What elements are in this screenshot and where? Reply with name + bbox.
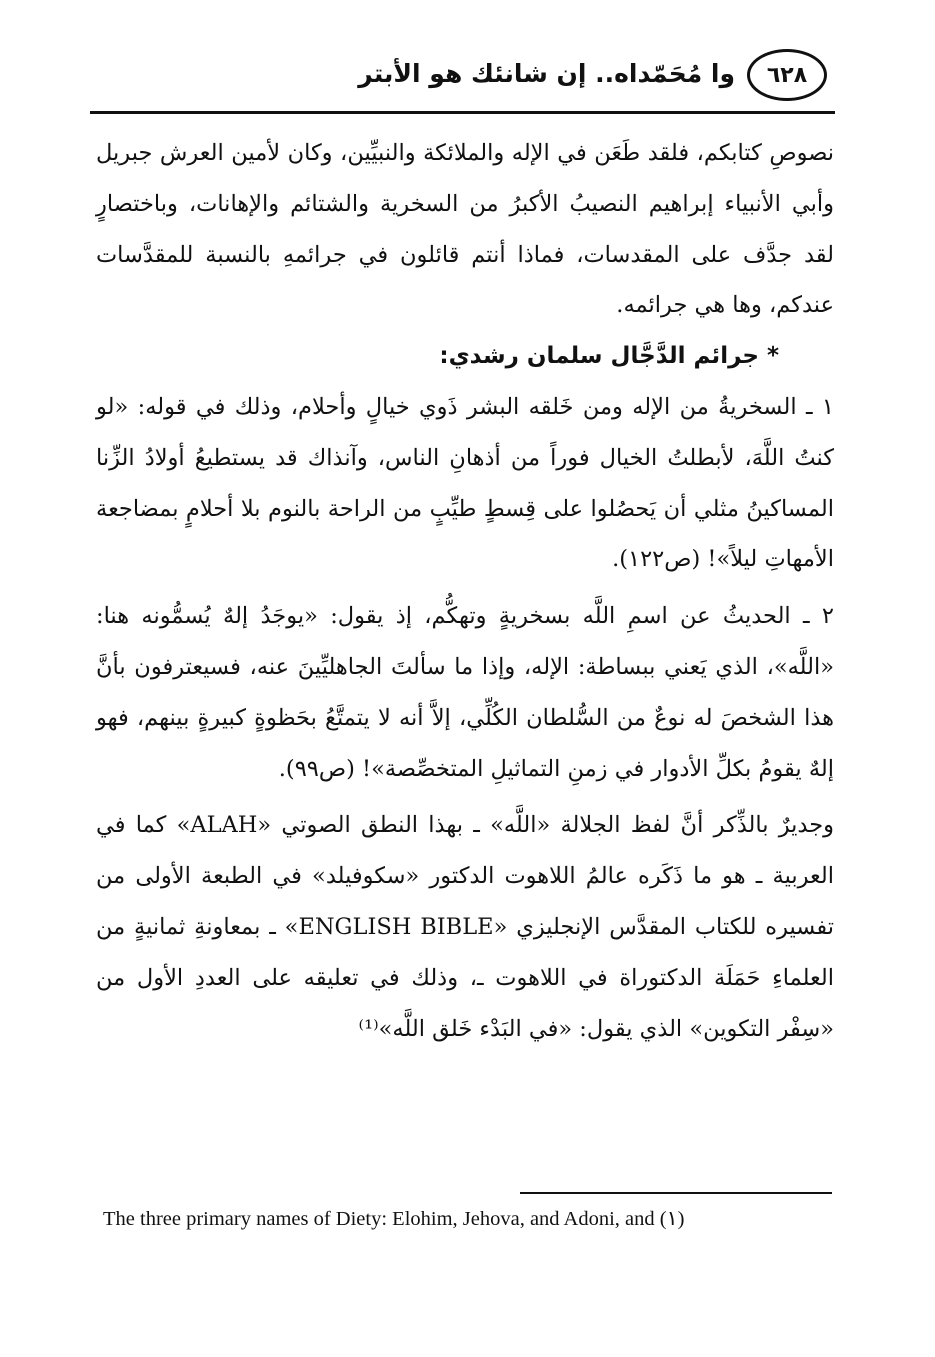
footnote: The three primary names of Diety: Elohim, Jehova, and Adoni, and (١): [103, 1208, 685, 1230]
page-number: ٦٢٨: [747, 49, 827, 101]
footnote-divider: [520, 1192, 832, 1194]
paragraph-item-2: ٢ ـ الحديثُ عن اسمِ اللَّه بسخريةٍ وتهكُّم، إذ يقول: «يوجَدُ إلهٌ يُسمُّونه هنا: «اللَّه»، الذي يَعني ببساطة: الإله، وإذا ما سألتَ الجاهليِّينَ عنه، فسيعترفون بأنَّ هذا الشخصَ له نوعٌ من السُّلطان الكُلِّي، إلاَّ أنه لا يتمتَّعُ بحَظوةٍ كبيرةٍ بينهم، فهو إلهٌ يقومُ بكلِّ الأدوار في زمنِ التماثيلِ المتخصِّصة»! (ص٩٩).: [96, 603, 834, 782]
page-header: [90, 45, 835, 115]
section-heading: * جرائم الدَّجَّال سلمان رشدي:: [439, 343, 779, 370]
paragraph-item-1: ١ ـ السخريةُ من الإله ومن خَلقه البشر ذَوي خيالٍ وأحلام، وذلك في قوله: «لو كنتُ اللَّهَ، لأبطلتُ الخيال فوراً من أذهانِ الناس، وآنذاك قد يستطيعُ أولادُ الزِّنا المساكينُ مثلي أن يَحصُلوا على قِسطٍ طيِّبٍ من الراحة بالنوم بلا أحلامٍ بمضاجعة الأمهاتِ ليلاً»! (ص١٢٢).: [96, 393, 834, 573]
running-title: وا مُحَمّداه.. إن شانئك هو الأبتر: [358, 59, 735, 88]
paragraph-note: وجديرٌ بالذِّكر أنَّ لفظ الجلالة «اللَّه» ـ بهذا النطق الصوتي «ALAH» كما في العربية ـ هو ما ذَكَره عالمُ اللاهوت الدكتور «سكوفيلد» في الطبعة الأولى من تفسيره للكتاب المقدَّس الإنجليزي «ENGLISH BIBLE» ـ بمعاونةِ ثمانيةٍ من العلماءِ حَمَلَة الدكتوراة في اللاهوت ـ، وذلك في تعليقه على العددِ الأول من «سِفْر التكوين» الذي يقول: «في البَدْء خَلق اللَّه»⁽¹⁾: [96, 812, 835, 1042]
main-text: [96, 128, 834, 1054]
paragraph-intro: نصوصِ كتابكم، فلقد طَعَن في الإله والملائكة والنبيِّين، وكان لأمين العرش جبريل وأبي الأنبياء إبراهيم النصيبُ الأكبرُ من السخرية والشتائم والإهانات، وباختصارٍ لقد جدَّف على المقدسات، فماذا أنتم قائلون في جرائمهِ بالنسبة للمقدَّسات عندكم، وها هي جرائمه.: [96, 140, 834, 319]
header-divider: [90, 111, 835, 114]
